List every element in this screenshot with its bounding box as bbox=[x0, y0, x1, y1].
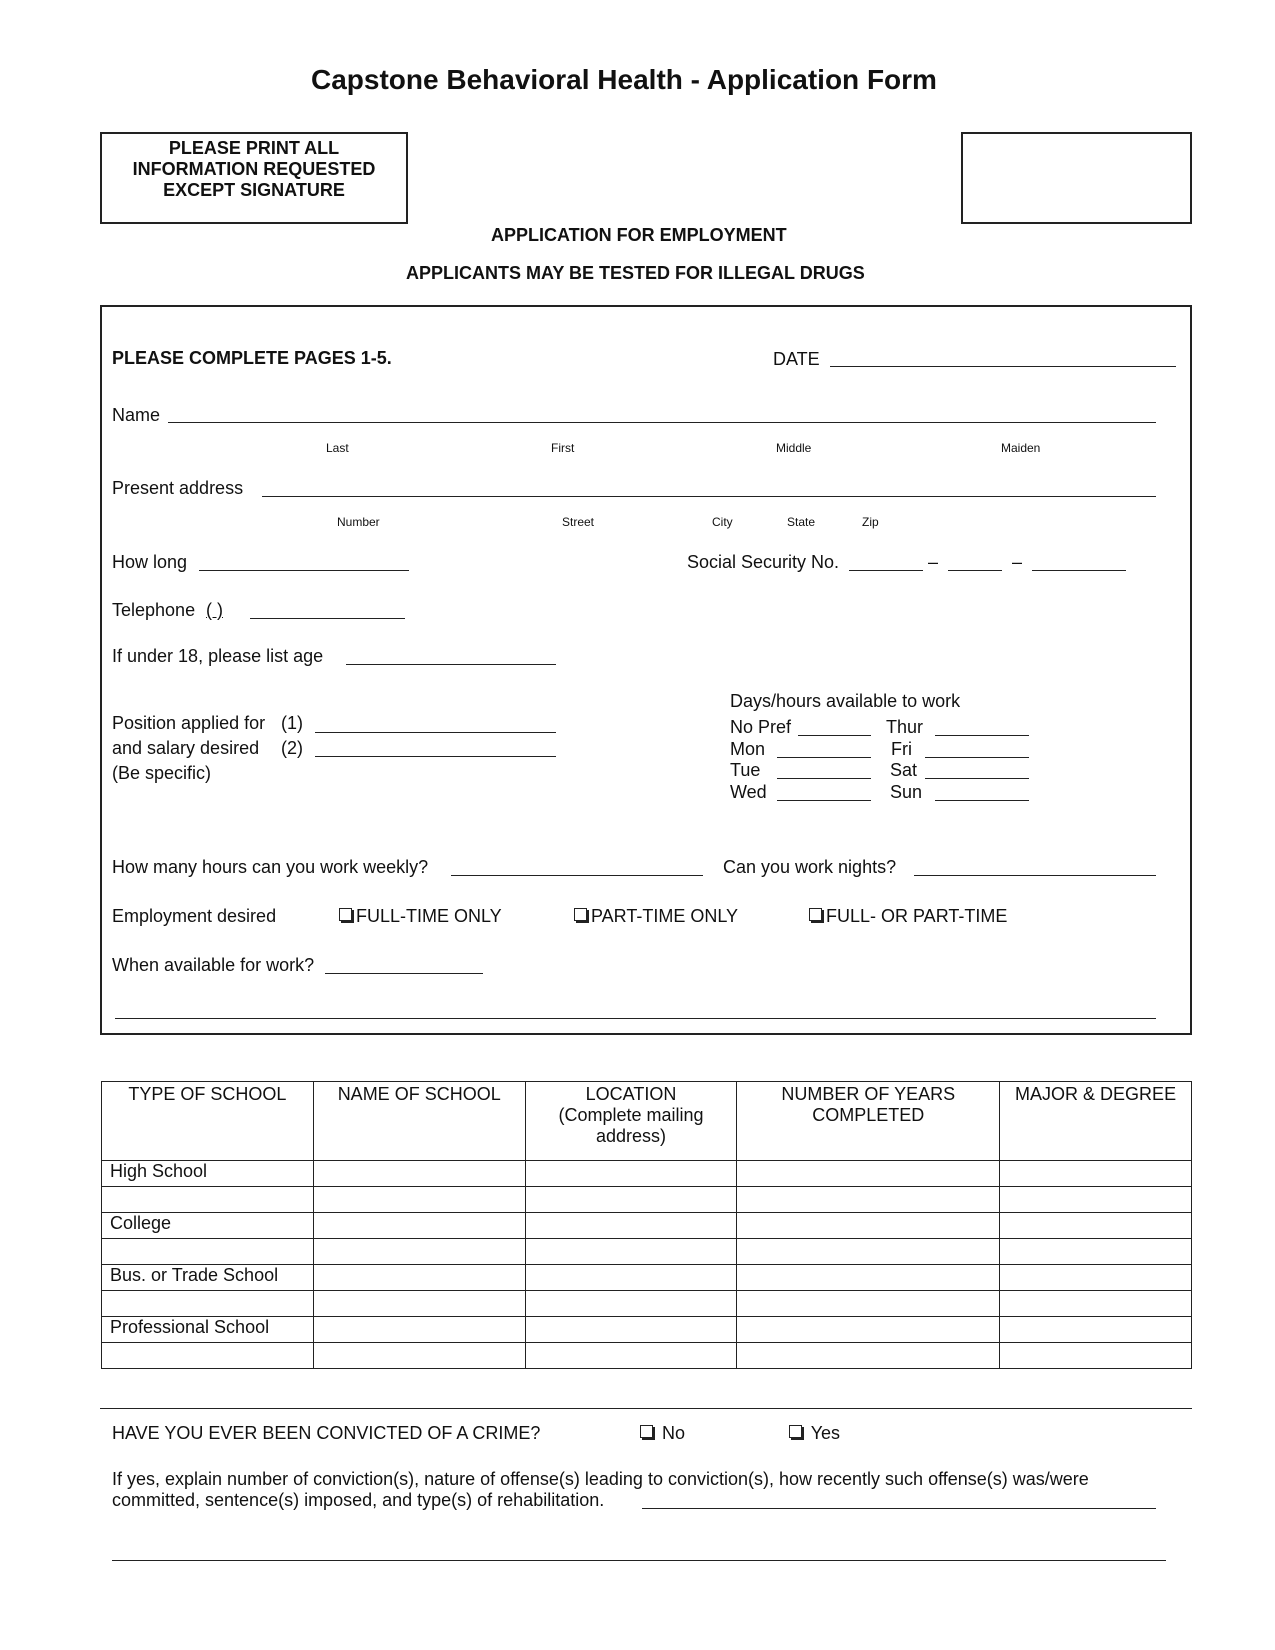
location-cell[interactable] bbox=[525, 1239, 737, 1265]
application-heading: APPLICATION FOR EMPLOYMENT bbox=[491, 225, 787, 245]
name-part-last: Last bbox=[326, 441, 349, 455]
ssn-field-1[interactable] bbox=[849, 570, 923, 571]
school-name-cell[interactable] bbox=[313, 1265, 525, 1291]
major-cell[interactable] bbox=[1000, 1291, 1192, 1317]
education-table bbox=[101, 1081, 1192, 1369]
position-field-2[interactable] bbox=[315, 756, 556, 757]
how-long-label: How long bbox=[112, 552, 188, 572]
salary-label: and salary desired bbox=[112, 738, 260, 758]
school-name-cell[interactable] bbox=[313, 1187, 525, 1213]
part-time-label: PART-TIME ONLY bbox=[591, 906, 739, 926]
header-name-of-school: NAME OF SCHOOL bbox=[313, 1082, 525, 1161]
hours-weekly-field[interactable] bbox=[451, 875, 703, 876]
section-divider bbox=[100, 1408, 1192, 1409]
day-thur: Thur bbox=[886, 717, 924, 737]
ssn-label: Social Security No. bbox=[687, 552, 840, 572]
when-available-label: When available for work? bbox=[112, 955, 315, 975]
years-cell[interactable] bbox=[737, 1291, 1000, 1317]
crime-no-label: No bbox=[662, 1423, 686, 1443]
crime-no-checkbox[interactable] bbox=[640, 1425, 653, 1438]
header-years-completed: NUMBER OF YEARS COMPLETED bbox=[737, 1082, 1000, 1161]
telephone-field[interactable] bbox=[250, 618, 405, 619]
crime-explain-field[interactable] bbox=[642, 1508, 1156, 1509]
address-part-city: City bbox=[712, 515, 733, 529]
full-time-label: FULL-TIME ONLY bbox=[356, 906, 502, 926]
full-time-option[interactable] bbox=[339, 906, 502, 927]
employment-desired-label: Employment desired bbox=[112, 906, 277, 926]
school-type-cell bbox=[102, 1187, 314, 1213]
part-time-option[interactable] bbox=[574, 906, 738, 927]
ssn-field-3[interactable] bbox=[1032, 570, 1126, 571]
school-type-cell bbox=[102, 1239, 314, 1265]
table-row bbox=[102, 1317, 1192, 1343]
day-mon: Mon bbox=[730, 739, 766, 759]
location-cell[interactable] bbox=[525, 1317, 737, 1343]
full-or-part-time-label: FULL- OR PART-TIME bbox=[826, 906, 1008, 926]
school-type-cell bbox=[102, 1291, 314, 1317]
crime-explain-field-2[interactable] bbox=[112, 1560, 1166, 1561]
no-pref-field[interactable] bbox=[798, 735, 871, 736]
major-cell[interactable] bbox=[1000, 1187, 1192, 1213]
office-use-box bbox=[961, 132, 1192, 224]
full-or-part-time-checkbox[interactable] bbox=[809, 908, 822, 921]
address-label: Present address bbox=[112, 478, 244, 498]
name-part-maiden: Maiden bbox=[1001, 441, 1041, 455]
header-type-of-school: TYPE OF SCHOOL bbox=[102, 1082, 314, 1161]
area-code-field[interactable]: ( ) bbox=[206, 600, 223, 620]
years-cell[interactable] bbox=[737, 1213, 1000, 1239]
address-field[interactable] bbox=[262, 496, 1156, 497]
major-cell[interactable] bbox=[1000, 1265, 1192, 1291]
day-fri: Fri bbox=[891, 739, 912, 759]
day-wed: Wed bbox=[730, 782, 767, 802]
school-name-cell[interactable] bbox=[313, 1317, 525, 1343]
crime-question: HAVE YOU EVER BEEN CONVICTED OF A CRIME? bbox=[112, 1423, 541, 1443]
table-row bbox=[102, 1291, 1192, 1317]
major-cell[interactable] bbox=[1000, 1161, 1192, 1187]
full-or-part-time-option[interactable] bbox=[809, 906, 1007, 927]
full-time-checkbox[interactable] bbox=[339, 908, 352, 921]
date-field[interactable] bbox=[830, 366, 1176, 367]
school-type-cell: High School bbox=[102, 1161, 314, 1187]
hours-weekly-label: How many hours can you work weekly? bbox=[112, 857, 429, 877]
school-type-cell: Professional School bbox=[102, 1317, 314, 1343]
school-name-cell[interactable] bbox=[313, 1291, 525, 1317]
major-cell[interactable] bbox=[1000, 1317, 1192, 1343]
day-sat: Sat bbox=[890, 760, 918, 780]
when-available-field[interactable] bbox=[325, 973, 483, 974]
school-name-cell[interactable] bbox=[313, 1161, 525, 1187]
sat-field[interactable] bbox=[925, 778, 1029, 779]
years-cell[interactable] bbox=[737, 1343, 1000, 1369]
ssn-dash-2: – bbox=[1012, 552, 1023, 572]
ssn-field-2[interactable] bbox=[948, 570, 1002, 571]
tue-field[interactable] bbox=[777, 778, 871, 779]
crime-yes-label: Yes bbox=[810, 1423, 841, 1443]
name-field[interactable] bbox=[168, 422, 1156, 423]
notes-line[interactable] bbox=[115, 1018, 1156, 1019]
name-part-first: First bbox=[551, 441, 575, 455]
major-cell[interactable] bbox=[1000, 1239, 1192, 1265]
crime-no-option[interactable] bbox=[640, 1423, 685, 1444]
address-part-zip: Zip bbox=[862, 515, 879, 529]
notice-line-3: EXCEPT SIGNATURE bbox=[163, 180, 345, 200]
major-cell[interactable] bbox=[1000, 1343, 1192, 1369]
education-header-row bbox=[102, 1082, 1192, 1161]
years-cell[interactable] bbox=[737, 1265, 1000, 1291]
print-notice-box bbox=[100, 132, 408, 224]
be-specific-note: (Be specific) bbox=[112, 763, 212, 783]
major-cell[interactable] bbox=[1000, 1213, 1192, 1239]
day-tue: Tue bbox=[730, 760, 761, 780]
years-cell[interactable] bbox=[737, 1239, 1000, 1265]
years-cell[interactable] bbox=[737, 1161, 1000, 1187]
how-long-field[interactable] bbox=[199, 570, 409, 571]
wed-field[interactable] bbox=[777, 800, 871, 801]
school-type-cell bbox=[102, 1343, 314, 1369]
fri-field[interactable] bbox=[925, 757, 1029, 758]
name-label: Name bbox=[112, 405, 161, 425]
crime-yes-option[interactable] bbox=[789, 1423, 840, 1444]
location-cell[interactable] bbox=[525, 1265, 737, 1291]
table-row bbox=[102, 1343, 1192, 1369]
age-field[interactable] bbox=[346, 664, 556, 665]
nights-label: Can you work nights? bbox=[723, 857, 897, 877]
position-number-2: (2) bbox=[281, 738, 303, 758]
position-field-1[interactable] bbox=[315, 732, 556, 733]
location-cell[interactable] bbox=[525, 1161, 737, 1187]
nights-field[interactable] bbox=[914, 875, 1156, 876]
drug-test-heading: APPLICANTS MAY BE TESTED FOR ILLEGAL DRUGS bbox=[406, 263, 865, 283]
day-no-pref: No Pref bbox=[730, 717, 792, 737]
thur-field[interactable] bbox=[935, 735, 1029, 736]
school-type-cell: Bus. or Trade School bbox=[102, 1265, 314, 1291]
address-part-number: Number bbox=[337, 515, 380, 529]
years-cell[interactable] bbox=[737, 1187, 1000, 1213]
notice-line-2: INFORMATION REQUESTED bbox=[132, 159, 376, 179]
under-18-label: If under 18, please list age bbox=[112, 646, 324, 666]
part-time-checkbox[interactable] bbox=[574, 908, 587, 921]
school-name-cell[interactable] bbox=[313, 1239, 525, 1265]
address-part-street: Street bbox=[562, 515, 595, 529]
name-part-middle: Middle bbox=[776, 441, 812, 455]
table-row bbox=[102, 1265, 1192, 1291]
day-sun: Sun bbox=[890, 782, 923, 802]
location-cell[interactable] bbox=[525, 1291, 737, 1317]
position-number-1: (1) bbox=[281, 713, 303, 733]
school-name-cell[interactable] bbox=[313, 1213, 525, 1239]
school-name-cell[interactable] bbox=[313, 1343, 525, 1369]
header-major-degree: MAJOR & DEGREE bbox=[1000, 1082, 1192, 1161]
crime-explain-line-1: If yes, explain number of conviction(s), nature of offense(s) leading to conviction(s), how recently such offense(s) was/were bbox=[112, 1469, 1089, 1489]
position-label: Position applied for bbox=[112, 713, 266, 733]
table-row bbox=[102, 1239, 1192, 1265]
location-cell[interactable] bbox=[525, 1187, 737, 1213]
years-cell[interactable] bbox=[737, 1317, 1000, 1343]
school-type-cell: College bbox=[102, 1213, 314, 1239]
location-cell[interactable] bbox=[525, 1343, 737, 1369]
ssn-dash-1: – bbox=[928, 552, 939, 572]
crime-explain-line-2: committed, sentence(s) imposed, and type(s) of rehabilitation. bbox=[112, 1490, 605, 1510]
header-location: LOCATION (Complete mailing address) bbox=[525, 1082, 737, 1161]
crime-yes-checkbox[interactable] bbox=[789, 1425, 802, 1438]
date-label: DATE bbox=[773, 349, 820, 369]
table-row bbox=[102, 1187, 1192, 1213]
address-part-state: State bbox=[787, 515, 816, 529]
notice-line-1: PLEASE PRINT ALL bbox=[168, 138, 340, 158]
sun-field[interactable] bbox=[935, 800, 1029, 801]
table-row bbox=[102, 1161, 1192, 1187]
table-row bbox=[102, 1213, 1192, 1239]
page-title: Capstone Behavioral Health - Application Form bbox=[311, 64, 937, 95]
complete-pages-note: PLEASE COMPLETE PAGES 1-5. bbox=[112, 348, 392, 368]
telephone-label: Telephone bbox=[112, 600, 196, 620]
days-hours-title: Days/hours available to work bbox=[730, 691, 961, 711]
location-cell[interactable] bbox=[525, 1213, 737, 1239]
mon-field[interactable] bbox=[777, 757, 871, 758]
